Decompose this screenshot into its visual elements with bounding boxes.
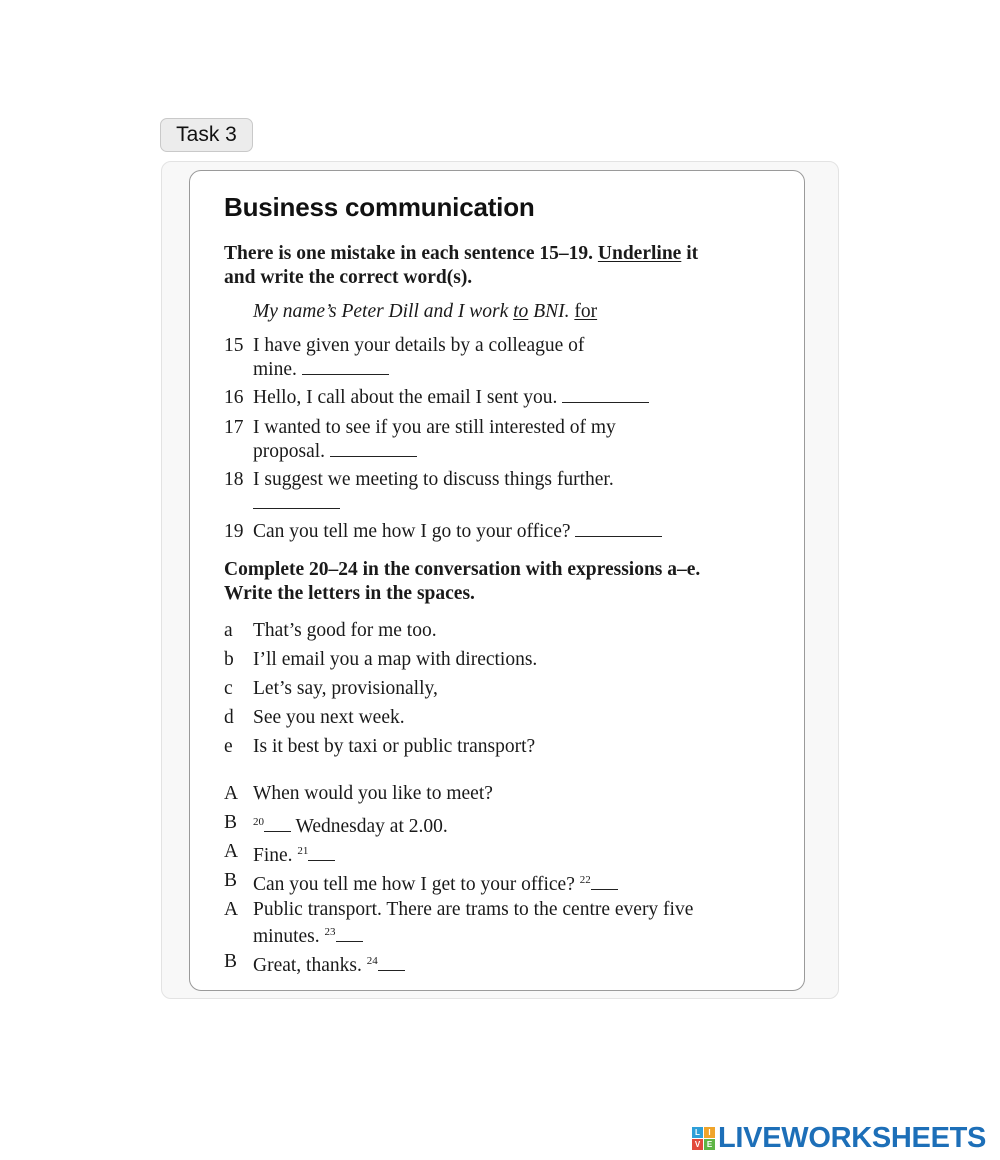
expression-letter: c bbox=[224, 678, 233, 699]
sentence-text: I have given your details by a colleague of bbox=[253, 335, 585, 356]
instruction-1-line2: and write the correct word(s). bbox=[224, 267, 473, 288]
sentence-line2 bbox=[253, 492, 340, 515]
speaker-label: B bbox=[224, 870, 238, 891]
instruction-1-underlined: Underline bbox=[597, 243, 682, 264]
instruction-2-line2: Write the letters in the spaces. bbox=[224, 583, 475, 604]
liveworksheets-logo[interactable] bbox=[692, 1122, 986, 1155]
expression-text: Let’s say, provisionally, bbox=[253, 678, 438, 699]
answer-gap-22[interactable] bbox=[591, 888, 618, 890]
sentence-text: Can you tell me how I go to your office? bbox=[253, 520, 662, 543]
instruction-1-pre: There is one mistake in each sentence 15–19. bbox=[224, 243, 598, 264]
conversation-text: Great, thanks. $^{24}$ bbox=[253, 950, 405, 977]
answer-gap-23[interactable] bbox=[336, 940, 363, 942]
instruction-1 bbox=[224, 242, 764, 290]
answer-gap-21[interactable] bbox=[308, 859, 335, 861]
gap-number-20: 20 bbox=[253, 816, 264, 828]
sentence-text: I wanted to see if you are still interested of my bbox=[253, 417, 616, 438]
gap-number-22: 22 bbox=[579, 874, 591, 886]
sentence-number: 15 bbox=[224, 335, 244, 356]
example-sentence bbox=[253, 300, 597, 324]
speaker-label: B bbox=[224, 951, 238, 972]
logo-text: LIVEWORKSHEETS bbox=[718, 1122, 987, 1154]
answer-gap-20[interactable] bbox=[264, 830, 291, 832]
sentence-number: 19 bbox=[224, 521, 244, 542]
sentence-number: 17 bbox=[224, 417, 244, 438]
gap-number-23: 23 bbox=[324, 926, 336, 938]
conversation-text: $^{20}$ Wednesday at 2.00. bbox=[253, 816, 448, 837]
task-tab[interactable]: Task 3 bbox=[160, 118, 253, 152]
sentence-text: Hello, I call about the email I sent you. bbox=[253, 386, 649, 409]
conversation-text: Can you tell me how I get to your office? $^{22}$ bbox=[253, 869, 618, 896]
expression-text: I’ll email you a map with directions. bbox=[253, 649, 538, 670]
instruction-1-post: it bbox=[681, 243, 699, 264]
conversation-text: Fine. $^{21}$ bbox=[253, 840, 335, 867]
answer-blank-15[interactable] bbox=[302, 373, 389, 375]
example-answer: for bbox=[574, 301, 598, 322]
example-mid: BNI. bbox=[528, 301, 575, 322]
example-mistake: to bbox=[513, 301, 529, 322]
example-pre: My name’s Peter Dill and I work bbox=[253, 301, 514, 322]
expression-text: That’s good for me too. bbox=[253, 620, 437, 641]
sentence-line2: proposal. bbox=[253, 440, 417, 463]
conversation-text: Public transport. There are trams to the centre every five bbox=[253, 899, 694, 920]
answer-blank-18[interactable] bbox=[253, 507, 340, 509]
sentence-line2: mine. bbox=[253, 358, 389, 381]
instruction-2 bbox=[224, 558, 764, 606]
conversation-text-line2: minutes. $^{23}$ bbox=[253, 921, 363, 948]
sentence-number: 16 bbox=[224, 387, 244, 408]
expression-text: Is it best by taxi or public transport? bbox=[253, 736, 536, 757]
answer-gap-24[interactable] bbox=[378, 969, 405, 971]
conversation-text: When would you like to meet? bbox=[253, 783, 493, 804]
answer-blank-16[interactable] bbox=[562, 401, 649, 403]
expression-letter: d bbox=[224, 707, 234, 728]
sentence-number: 18 bbox=[224, 469, 244, 490]
answer-blank-19[interactable] bbox=[575, 535, 662, 537]
expression-letter: e bbox=[224, 736, 233, 757]
expression-text: See you next week. bbox=[253, 707, 405, 728]
expression-letter: a bbox=[224, 620, 233, 641]
speaker-label: B bbox=[224, 812, 238, 833]
logo-mark-icon: L I V E bbox=[692, 1127, 716, 1151]
answer-blank-17[interactable] bbox=[330, 455, 417, 457]
speaker-label: A bbox=[224, 783, 239, 804]
worksheet-title: Business communication bbox=[224, 192, 535, 222]
sentence-text: I suggest we meeting to discuss things further. bbox=[253, 469, 614, 490]
instruction-2-line1: Complete 20–24 in the conversation with expressions a–e. bbox=[224, 559, 701, 580]
gap-number-24: 24 bbox=[366, 955, 378, 967]
speaker-label: A bbox=[224, 841, 239, 862]
speaker-label: A bbox=[224, 899, 239, 920]
expression-letter: b bbox=[224, 649, 234, 670]
gap-number-21: 21 bbox=[297, 845, 309, 857]
